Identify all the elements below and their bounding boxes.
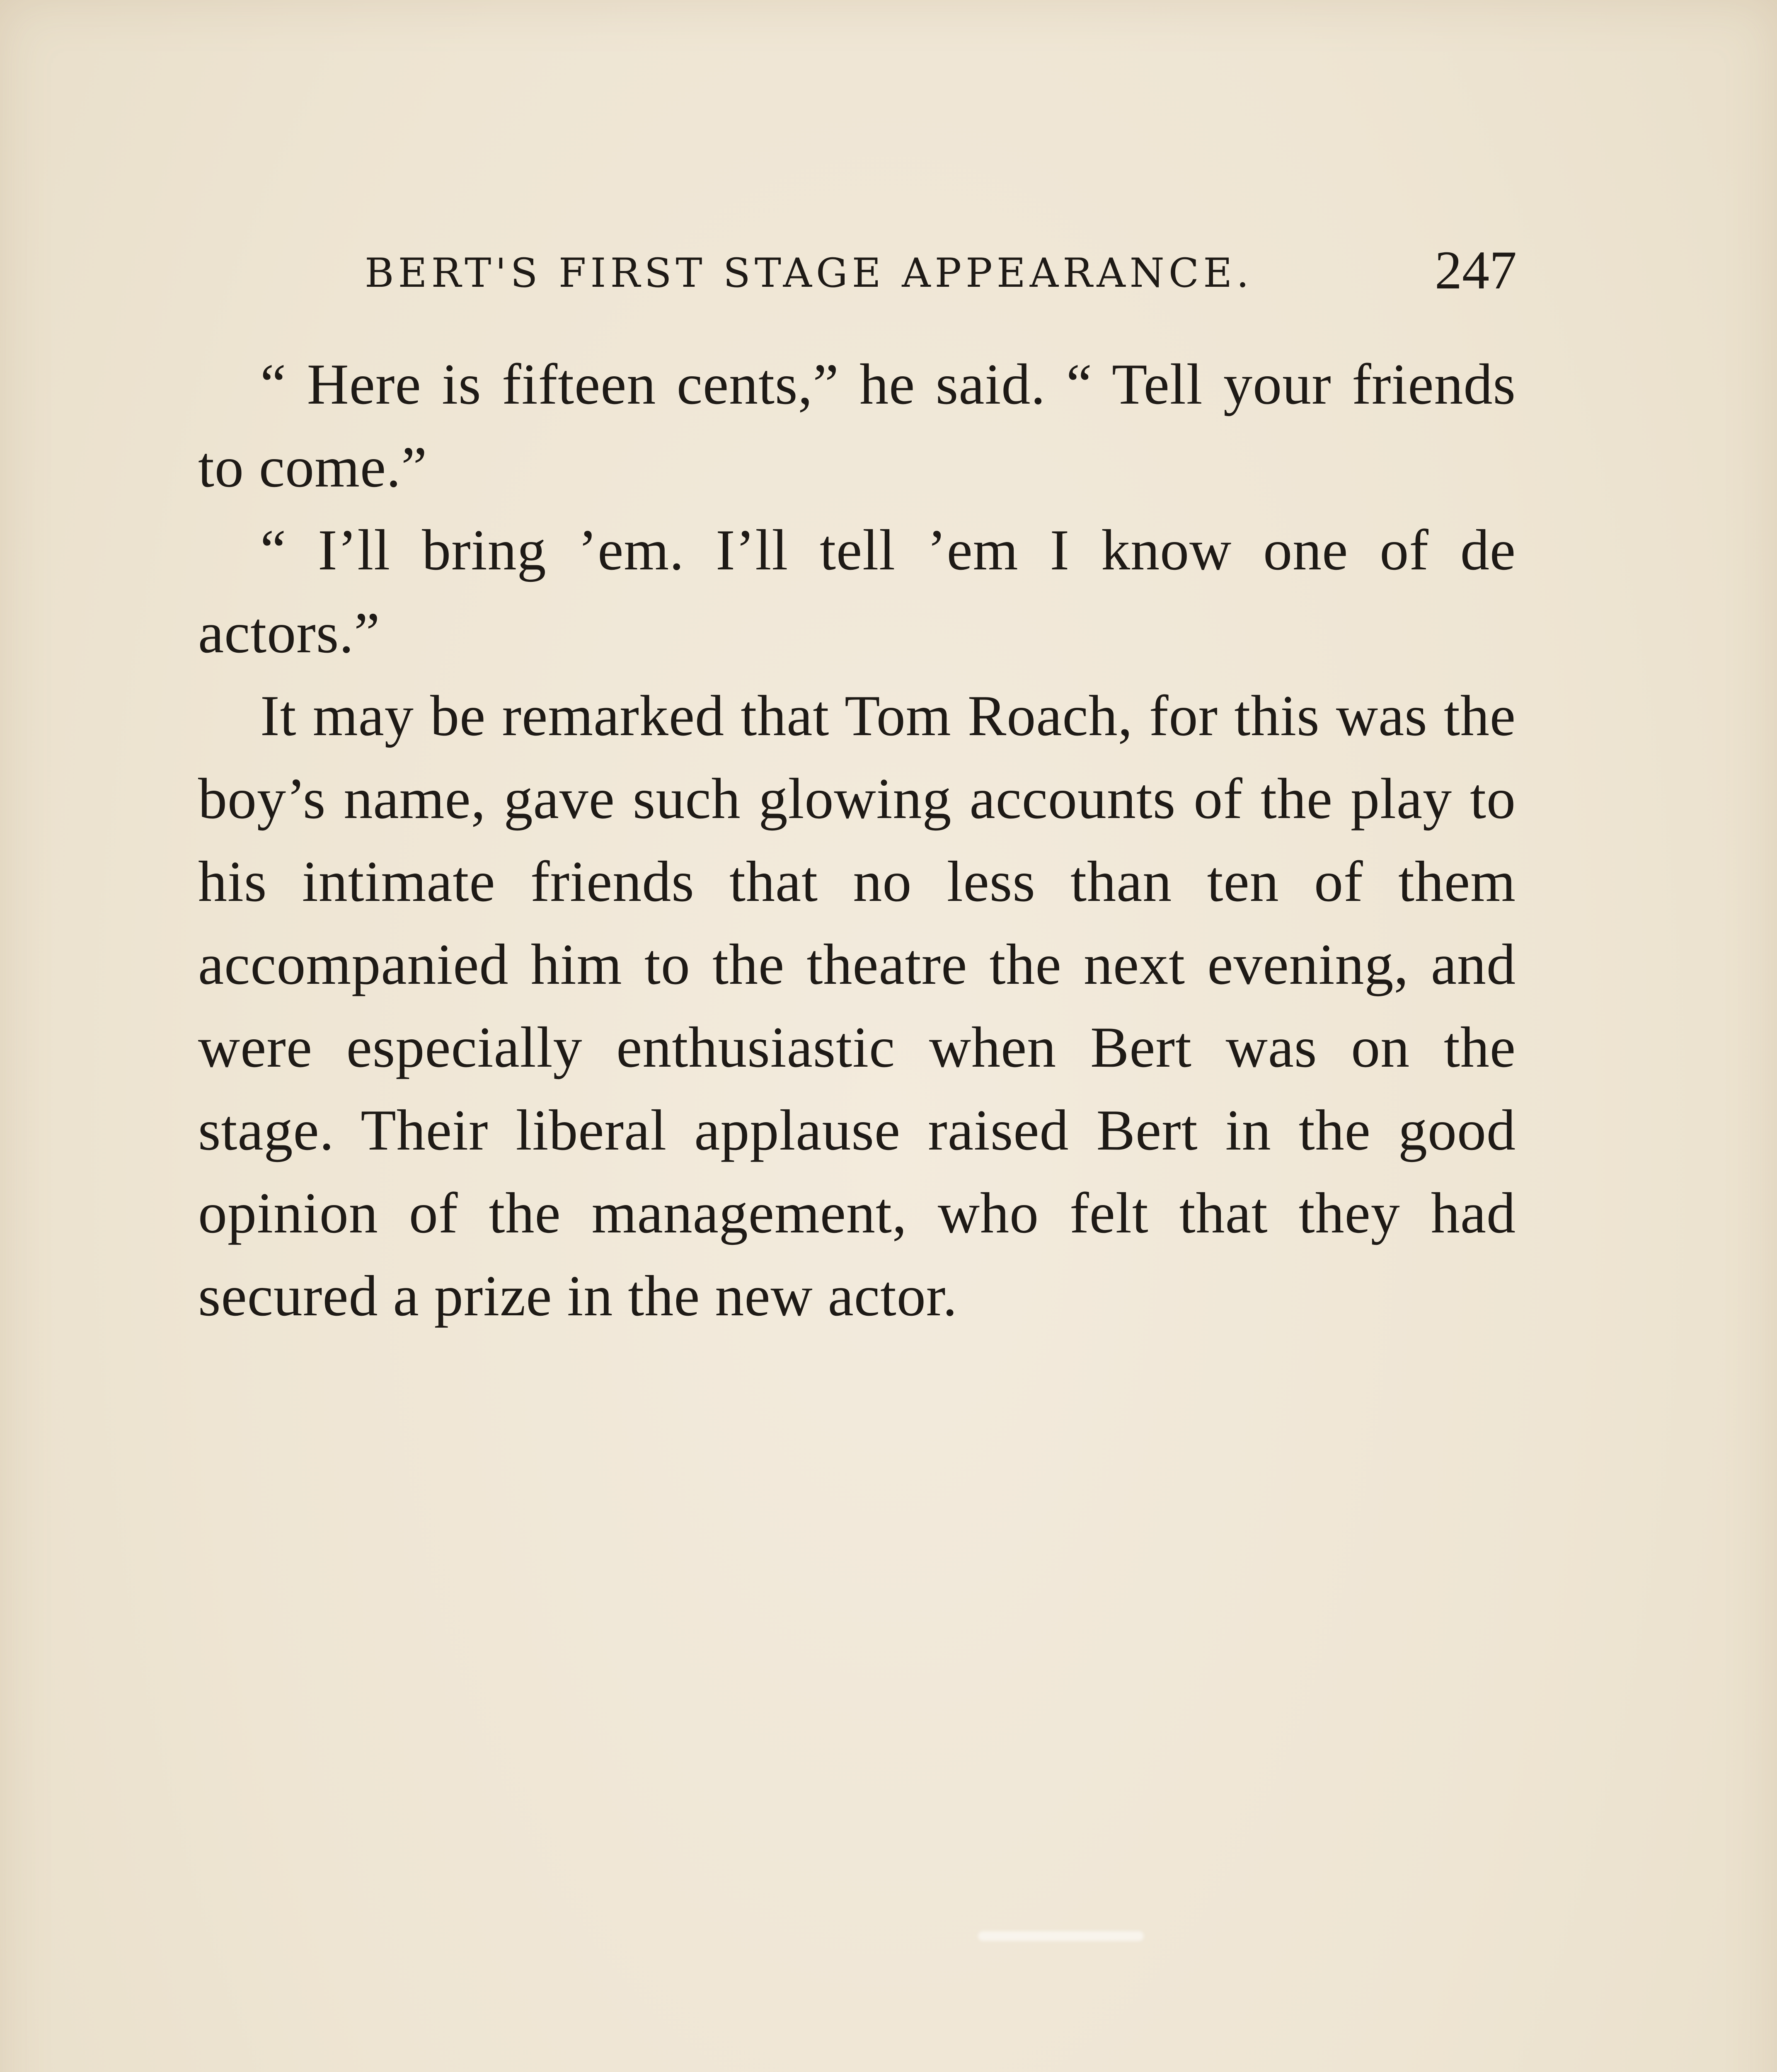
paragraph: “ I’ll bring ’em. I’ll tell ’em I know one of de actors.”	[198, 518, 1516, 665]
running-header	[365, 238, 1517, 305]
body-text	[198, 343, 1516, 1338]
paragraph: It may be remarked that Tom Roach, for this was the boy’s name, gave such glowing accounts of the play to his intimate friends that no less than ten of them accompanied him to the theatre the next evening, and were especially enthusiastic when Bert was on the stage. Their liberal applause raised Bert in the good opinion of the management, who felt that they had secured a prize in the new actor.	[198, 684, 1516, 1328]
paragraph: “ Here is fifteen cents,” he said. “ Tell your friends to come.”	[198, 352, 1516, 499]
running-title: BERT'S FIRST STAGE APPEARANCE.	[365, 250, 1253, 296]
page-number: 247	[1435, 240, 1517, 300]
paper-smudge	[978, 1931, 1144, 1941]
